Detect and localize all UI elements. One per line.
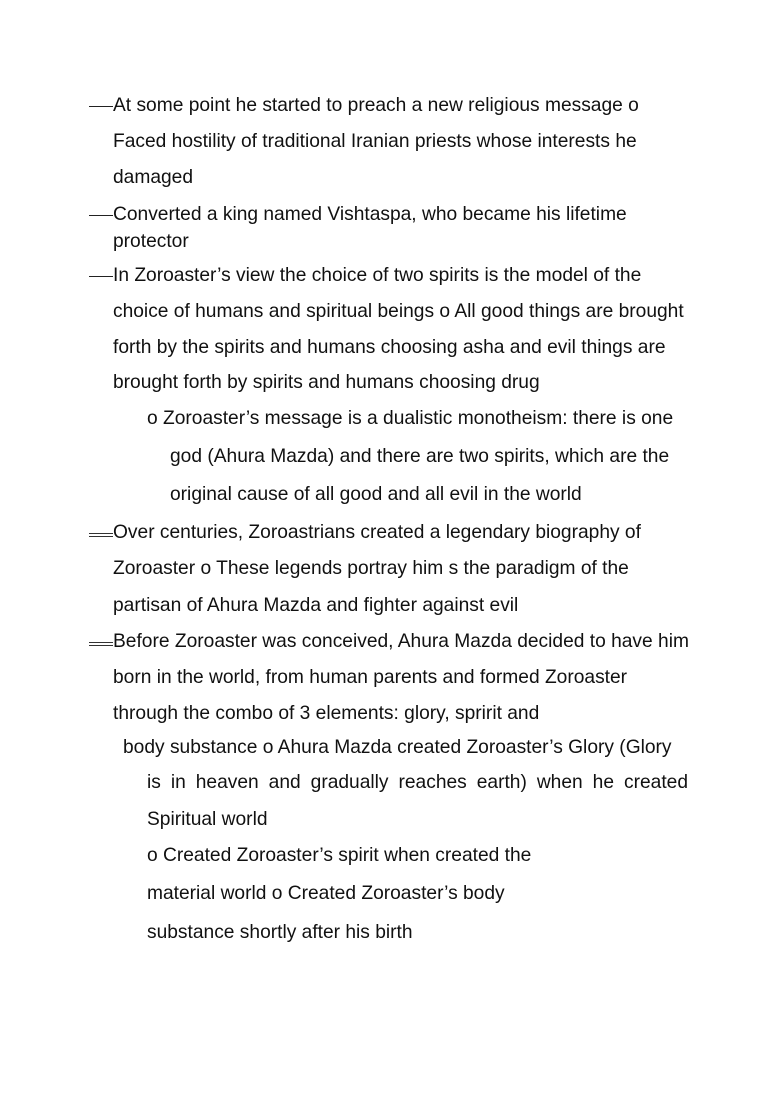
bullet-5-sub-line-6: substance shortly after his birth (147, 922, 413, 943)
bullet-3-sub-line-3: original cause of all good and all evil in the world (170, 484, 582, 505)
bullet-5-line-1: Before Zoroaster was conceived, Ahura Mazda decided to have him (113, 631, 689, 652)
bullet-5-sub-line-4: o Created Zoroaster’s spirit when created the (147, 845, 532, 866)
bullet-1-line-3: damaged (113, 167, 194, 188)
bullet-5-sub-line-3: Spiritual world (147, 809, 268, 830)
bullet-4-line-2: Zoroaster o These legends portray him s the paradigm of the (113, 558, 629, 579)
bullet-4-line-3: partisan of Ahura Mazda and fighter against evil (113, 595, 519, 616)
bullet-3-sub-line-2: god (Ahura Mazda) and there are two spirits, which are the (170, 446, 670, 467)
bullet-3-line-3: forth by the spirits and humans choosing asha and evil things are (113, 337, 666, 358)
bullet-dash (89, 642, 113, 646)
bullet-2-line-1: Converted a king named Vishtaspa, who became his lifetime (113, 204, 627, 225)
bullet-4-line-1: Over centuries, Zoroastrians created a legendary biography of (113, 522, 641, 543)
bullet-2-line-2: protector (113, 231, 189, 252)
bullet-3-line-2: choice of humans and spiritual beings o All good things are brought (113, 301, 684, 322)
bullet-dash (89, 533, 113, 537)
bullet-5-sub-line-1: body substance o Ahura Mazda created Zoroaster’s Glory (Glory (123, 737, 672, 758)
bullet-5-sub-line-2: is in heaven and gradually reaches earth) when he created (147, 772, 688, 793)
bullet-5-line-3: through the combo of 3 elements: glory, spririt and (113, 703, 540, 724)
bullet-5-sub-line-5: material world o Created Zoroaster’s body (147, 883, 505, 904)
bullet-3-line-4: brought forth by spirits and humans choosing drug (113, 372, 540, 393)
bullet-3-sub-line-1: o Zoroaster’s message is a dualistic monotheism: there is one (147, 408, 674, 429)
bullet-5-line-2: born in the world, from human parents and formed Zoroaster (113, 667, 628, 688)
bullet-dash (89, 215, 113, 216)
bullet-1-line-1: At some point he started to preach a new religious message o (113, 95, 639, 116)
bullet-dash (89, 276, 113, 277)
bullet-dash (89, 106, 113, 107)
bullet-1-line-2: Faced hostility of traditional Iranian priests whose interests he (113, 131, 637, 152)
bullet-3-line-1: In Zoroaster’s view the choice of two spirits is the model of the (113, 265, 642, 286)
